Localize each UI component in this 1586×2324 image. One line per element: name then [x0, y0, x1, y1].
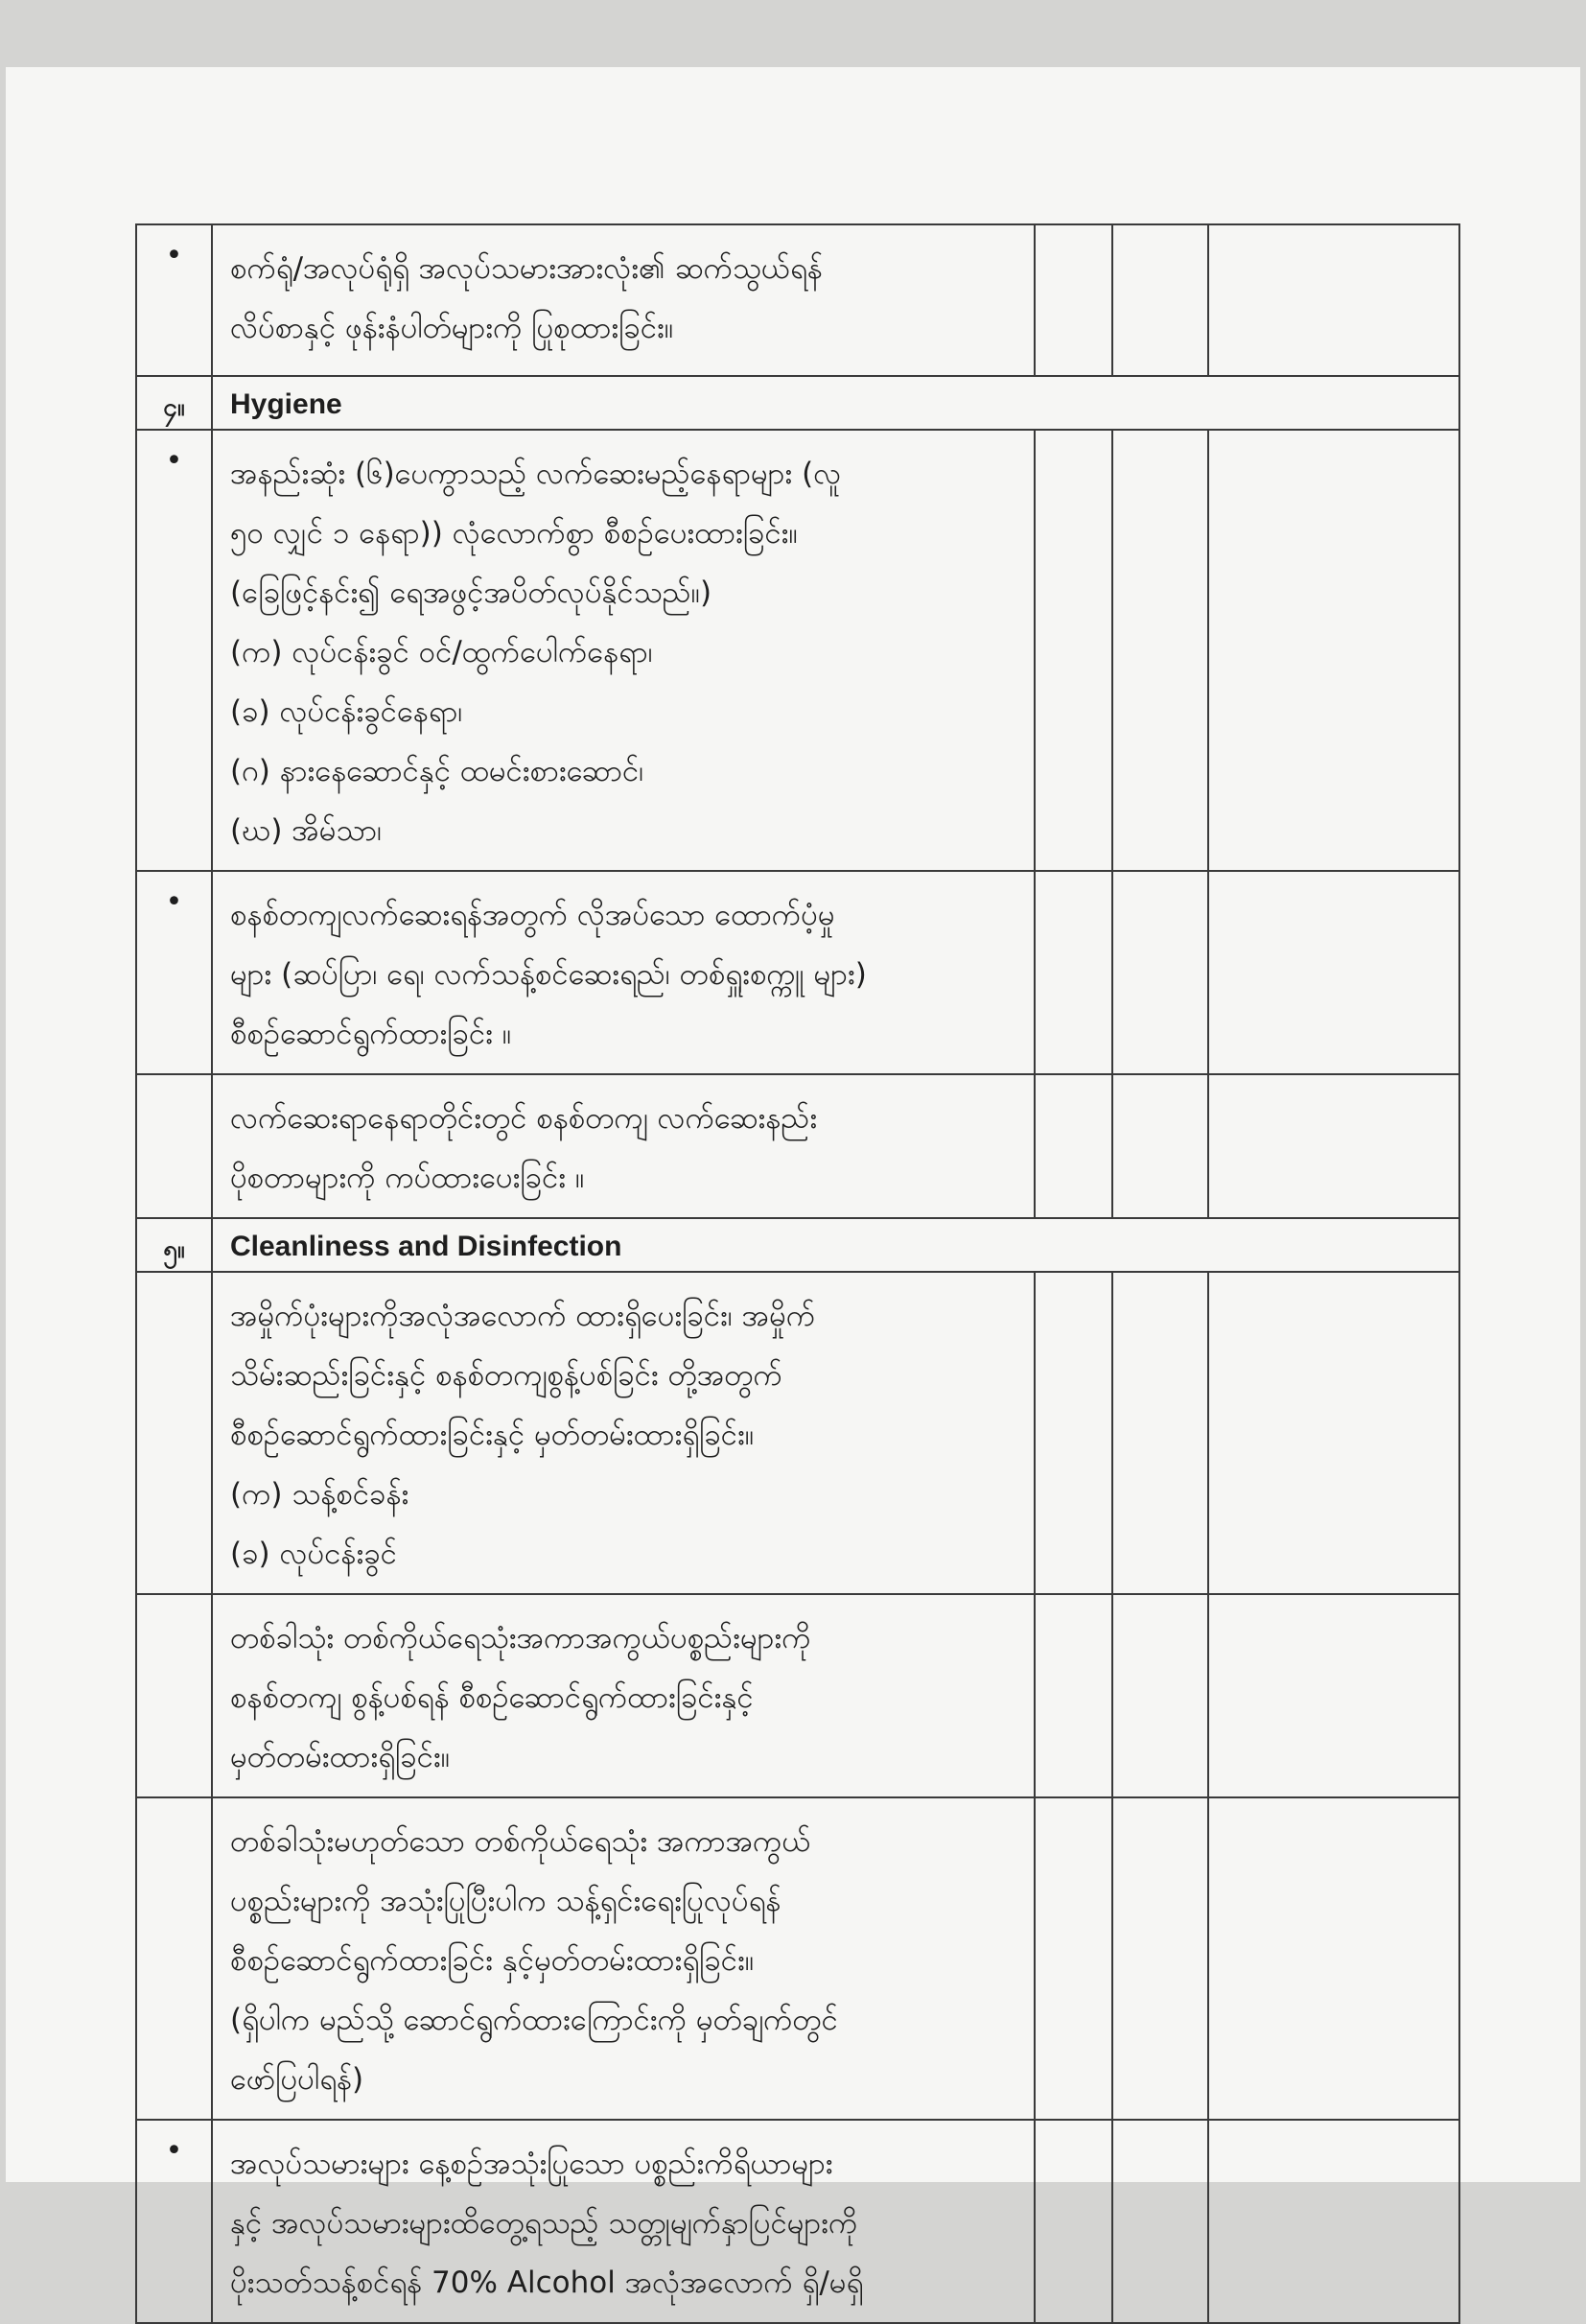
description-line: အလုပ်သမားများ နေ့စဉ်အသုံးပြုသော ပစ္စည်းကိရိယာများ	[230, 2147, 833, 2181]
description-line: လက်ဆေးရာနေရာတိုင်းတွင် စနစ်တကျ လက်ဆေးနည်း	[230, 1101, 818, 1136]
checklist-item-row	[136, 871, 1459, 1074]
remarks-cell	[1208, 1594, 1459, 1797]
bullet-marker	[136, 1272, 212, 1594]
bullet-marker	[136, 1074, 212, 1218]
check-cell-a	[1035, 1074, 1112, 1218]
document-page	[6, 67, 1580, 2300]
section-header-row	[136, 1218, 1459, 1272]
item-description	[212, 430, 1035, 871]
description-line: ပိုစတာများကို ကပ်ထားပေးခြင်း ။	[230, 1161, 585, 1195]
checklist-item-row	[136, 1074, 1459, 1218]
check-cell-a	[1035, 2120, 1112, 2323]
description-line: (ဂ) နားနေဆောင်နှင့် ထမင်းစားဆောင်၊	[230, 754, 644, 788]
description-line: သိမ်းဆည်းခြင်းနှင့် စနစ်တကျစွန့်ပစ်ခြင်း တို့အတွက်	[230, 1358, 782, 1393]
description-line: ၅၀ လျှင် ၁ နေရာ)) လုံလောက်စွာ စီစဉ်ပေးထားခြင်း။	[230, 516, 798, 551]
check-cell-b	[1112, 1272, 1208, 1594]
checklist-item-row	[136, 1797, 1459, 2120]
remarks-cell	[1208, 1272, 1459, 1594]
description-line: မှတ်တမ်းထားရှိခြင်း။	[230, 1740, 451, 1774]
description-line: အနည်းဆုံး (၆)ပေကွာသည့် လက်ဆေးမည့်နေရာများ (လူ	[230, 457, 842, 491]
check-cell-a	[1035, 430, 1112, 871]
checklist-item-row	[136, 430, 1459, 871]
description-line: (ဃ) အိမ်သာ၊	[230, 813, 383, 848]
checklist-item-row	[136, 224, 1459, 376]
description-line: စီစဉ်ဆောင်ရွက်ထားခြင်းနှင့် မှတ်တမ်းထားရှိခြင်း။	[230, 1418, 755, 1452]
check-cell-a	[1035, 1272, 1112, 1594]
checklist-item-row	[136, 1594, 1459, 1797]
section-header-row	[136, 376, 1459, 430]
description-line: (က) သန့်စင်ခန်း	[230, 1477, 409, 1512]
section-number: ၅။	[136, 1218, 212, 1272]
bullet-marker	[136, 1594, 212, 1797]
description-line: (က) လုပ်ငန်းခွင် ဝင်/ထွက်ပေါက်နေရာ၊	[230, 635, 653, 669]
check-cell-b	[1112, 1594, 1208, 1797]
description-line: စီစဉ်ဆောင်ရွက်ထားခြင်း နှင့်မှတ်တမ်းထားရှိခြင်း။	[230, 1943, 755, 1978]
description-line: (ခြေဖြင့်နင်း၍ ရေအဖွင့်အပိတ်လုပ်နိုင်သည်။)	[230, 575, 712, 610]
description-line: တစ်ခါသုံးမဟုတ်သော တစ်ကိုယ်ရေသုံး အကာအကွယ်	[230, 1824, 811, 1859]
remarks-cell	[1208, 2120, 1459, 2323]
bullet-marker: •	[136, 224, 212, 376]
description-line: ပိုးသတ်သန့်စင်ရန် 70% Alcohol အလုံအလောက် ရှိ/မရှိ	[230, 2265, 864, 2300]
remarks-cell	[1208, 1074, 1459, 1218]
check-cell-b	[1112, 430, 1208, 871]
check-cell-b	[1112, 2120, 1208, 2323]
remarks-cell	[1208, 1797, 1459, 2120]
check-cell-a	[1035, 1594, 1112, 1797]
section-title: Cleanliness and Disinfection	[212, 1218, 1459, 1272]
bullet-marker	[136, 1797, 212, 2120]
check-cell-a	[1035, 871, 1112, 1074]
description-line: နှင့် အလုပ်သမားများထိတွေ့ရသည့် သတ္တုမျက်နှာပြင်များကို	[230, 2206, 858, 2241]
check-cell-a	[1035, 224, 1112, 376]
checklist-item-row	[136, 2120, 1459, 2323]
description-line: များ (ဆပ်ပြာ၊ ရေ၊ လက်သန့်စင်ဆေးရည်၊ တစ်ရှူးစက္ကူ များ)	[230, 957, 867, 992]
bullet-marker: •	[136, 2120, 212, 2323]
description-line: စီစဉ်ဆောင်ရွက်ထားခြင်း ။	[230, 1017, 512, 1051]
description-line: (ရှိပါက မည်သို့ ဆောင်ရွက်ထားကြောင်းကို မှတ်ချက်တွင်	[230, 2003, 838, 2037]
check-cell-b	[1112, 871, 1208, 1074]
item-description	[212, 1272, 1035, 1594]
check-cell-b	[1112, 224, 1208, 376]
item-description	[212, 1797, 1035, 2120]
description-line: အမှိုက်ပုံးများကိုအလုံအလောက် ထားရှိပေးခြင်း၊ အမှိုက်	[230, 1299, 816, 1333]
section-title: Hygiene	[212, 376, 1459, 430]
description-line: ပစ္စည်းများကို အသုံးပြုပြီးပါက သန့်ရှင်းရေးပြုလုပ်ရန်	[230, 1884, 781, 1918]
checklist-table	[135, 223, 1460, 2324]
remarks-cell	[1208, 224, 1459, 376]
description-line: ဖော်ပြပါရန်)	[230, 2062, 364, 2097]
check-cell-b	[1112, 1797, 1208, 2120]
description-line: စနစ်တကျ စွန့်ပစ်ရန် စီစဉ်ဆောင်ရွက်ထားခြင်းနှင့်	[230, 1680, 754, 1715]
description-line: စနစ်တကျလက်ဆေးရန်အတွက် လိုအပ်သော ထောက်ပံ့မှု	[230, 898, 835, 932]
remarks-cell	[1208, 871, 1459, 1074]
item-description	[212, 1594, 1035, 1797]
check-cell-b	[1112, 1074, 1208, 1218]
bullet-marker: •	[136, 871, 212, 1074]
item-description	[212, 224, 1035, 376]
description-line: တစ်ခါသုံး တစ်ကိုယ်ရေသုံးအကာအကွယ်ပစ္စည်းများကို	[230, 1621, 811, 1655]
description-line: (ခ) လုပ်ငန်းခွင်နေရာ၊	[230, 694, 463, 729]
section-number: ၄။	[136, 376, 212, 430]
item-description	[212, 1074, 1035, 1218]
checklist-item-row	[136, 1272, 1459, 1594]
item-description	[212, 871, 1035, 1074]
description-line: (ခ) လုပ်ငန်းခွင်	[230, 1537, 397, 1571]
item-description	[212, 2120, 1035, 2323]
check-cell-a	[1035, 1797, 1112, 2120]
description-line: လိပ်စာနှင့် ဖုန်းနံပါတ်များကို ပြုစုထားခြင်း။	[230, 311, 674, 345]
bullet-marker: •	[136, 430, 212, 871]
description-line: စက်ရုံ/အလုပ်ရုံရှိ အလုပ်သမားအားလုံး၏ ဆက်သွယ်ရန်	[230, 251, 823, 286]
remarks-cell	[1208, 430, 1459, 871]
